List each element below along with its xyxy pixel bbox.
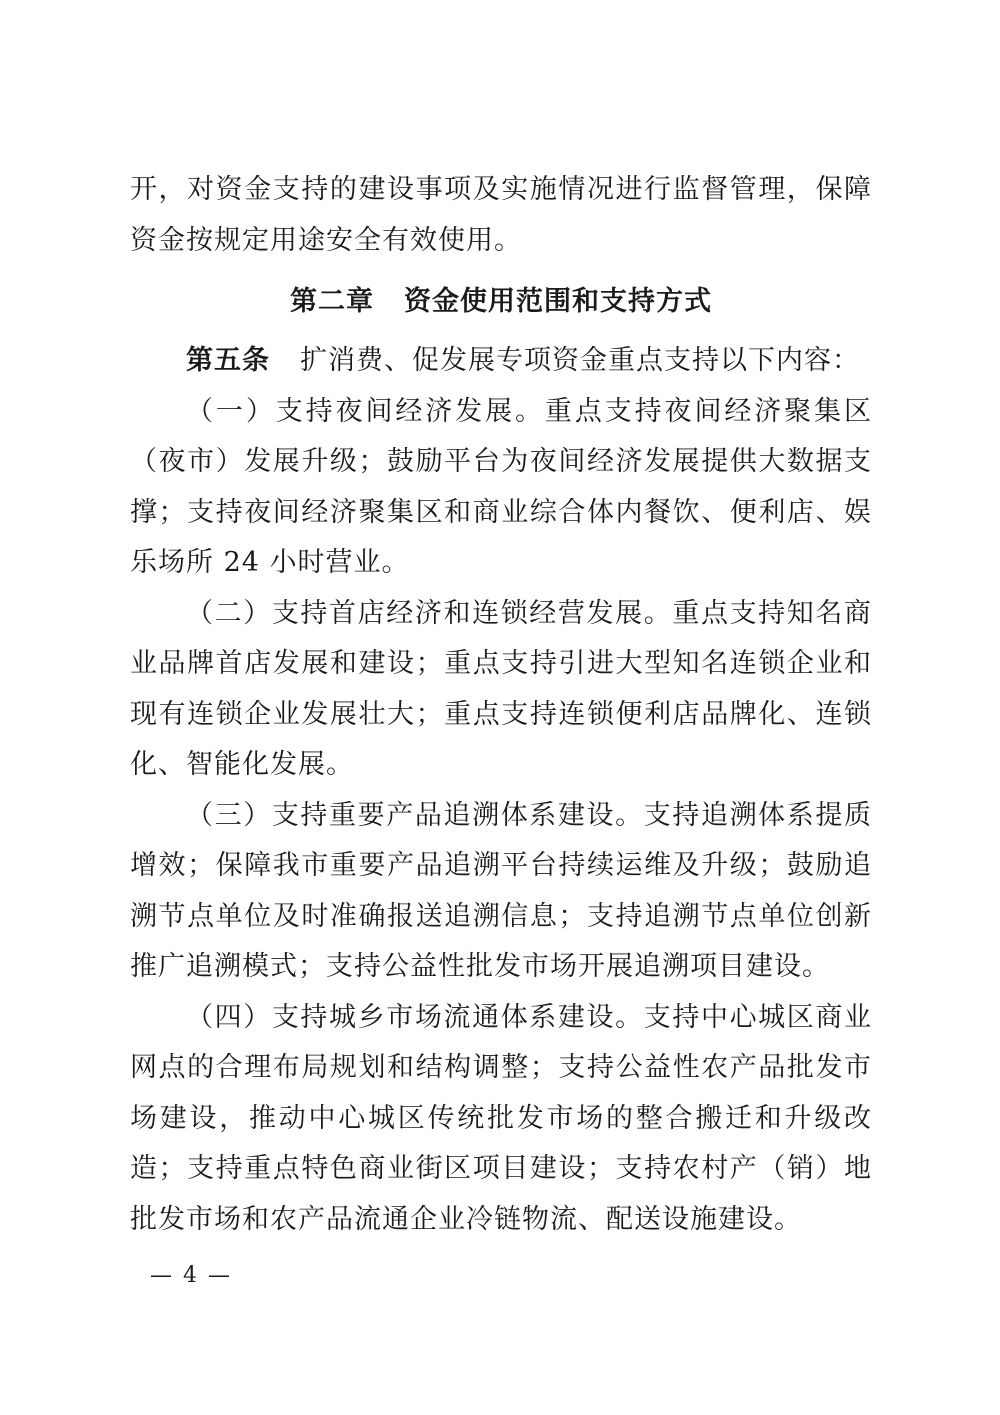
item-line: （夜市）发展升级；鼓励平台为夜间经济发展提供大数据支 [130, 446, 872, 477]
item-line: 批发市场和农产品流通企业冷链物流、配送设施建设。 [130, 1203, 802, 1235]
chapter-heading [130, 269, 872, 334]
item-line: 溯节点单位及时准确报送追溯信息；支持追溯节点单位创新 [130, 900, 872, 932]
item-line: 乐场所 24 小时营业。 [130, 547, 410, 578]
chapter-number: 第二章 [290, 286, 374, 317]
item-line: （一）支持夜间经济发展。重点支持夜间经济聚集区 [186, 395, 872, 427]
item-line: 推广追溯模式；支持公益性批发市场开展追溯项目建设。 [130, 951, 830, 982]
item-line: 网点的合理布局规划和结构调整；支持公益性农产品批发市 [130, 1052, 872, 1083]
item-line: 造；支持重点特色商业街区项目建设；支持农村产（销）地 [130, 1153, 872, 1184]
item-line: 现有连锁企业发展壮大；重点支持连锁便利店品牌化、连锁 [130, 698, 872, 730]
item-line: 撑；支持夜间经济聚集区和商业综合体内餐饮、便利店、娱 [130, 496, 872, 528]
item-line: （三）支持重要产品追溯体系建设。支持追溯体系提质 [186, 799, 872, 831]
chapter-title: 资金使用范围和支持方式 [404, 286, 712, 317]
item-line: （四）支持城乡市场流通体系建设。支持中心城区商业 [186, 1001, 872, 1033]
paragraph-line: 资金按规定用途安全有效使用。 [130, 224, 522, 256]
paragraph-line: 开，对资金支持的建设事项及实施情况进行监督管理，保障 [130, 174, 872, 205]
item-line: 业品牌首店发展和建设；重点支持引进大型知名连锁企业和 [130, 648, 872, 679]
item-line: （二）支持首店经济和连锁经营发展。重点支持知名商 [186, 597, 872, 629]
article-line [130, 336, 872, 387]
article-text: 扩消费、促发展专项资金重点支持以下内容： [300, 345, 860, 376]
item-line: 化、智能化发展。 [130, 749, 354, 780]
article-label: 第五条 [186, 345, 270, 376]
body-text [130, 165, 872, 1245]
page-number: — 4 — [150, 1263, 232, 1288]
item-line: 增效；保障我市重要产品追溯平台持续运维及升级；鼓励追 [130, 850, 872, 881]
item-line: 场建设，推动中心城区传统批发市场的整合搬迁和升级改 [130, 1102, 872, 1134]
